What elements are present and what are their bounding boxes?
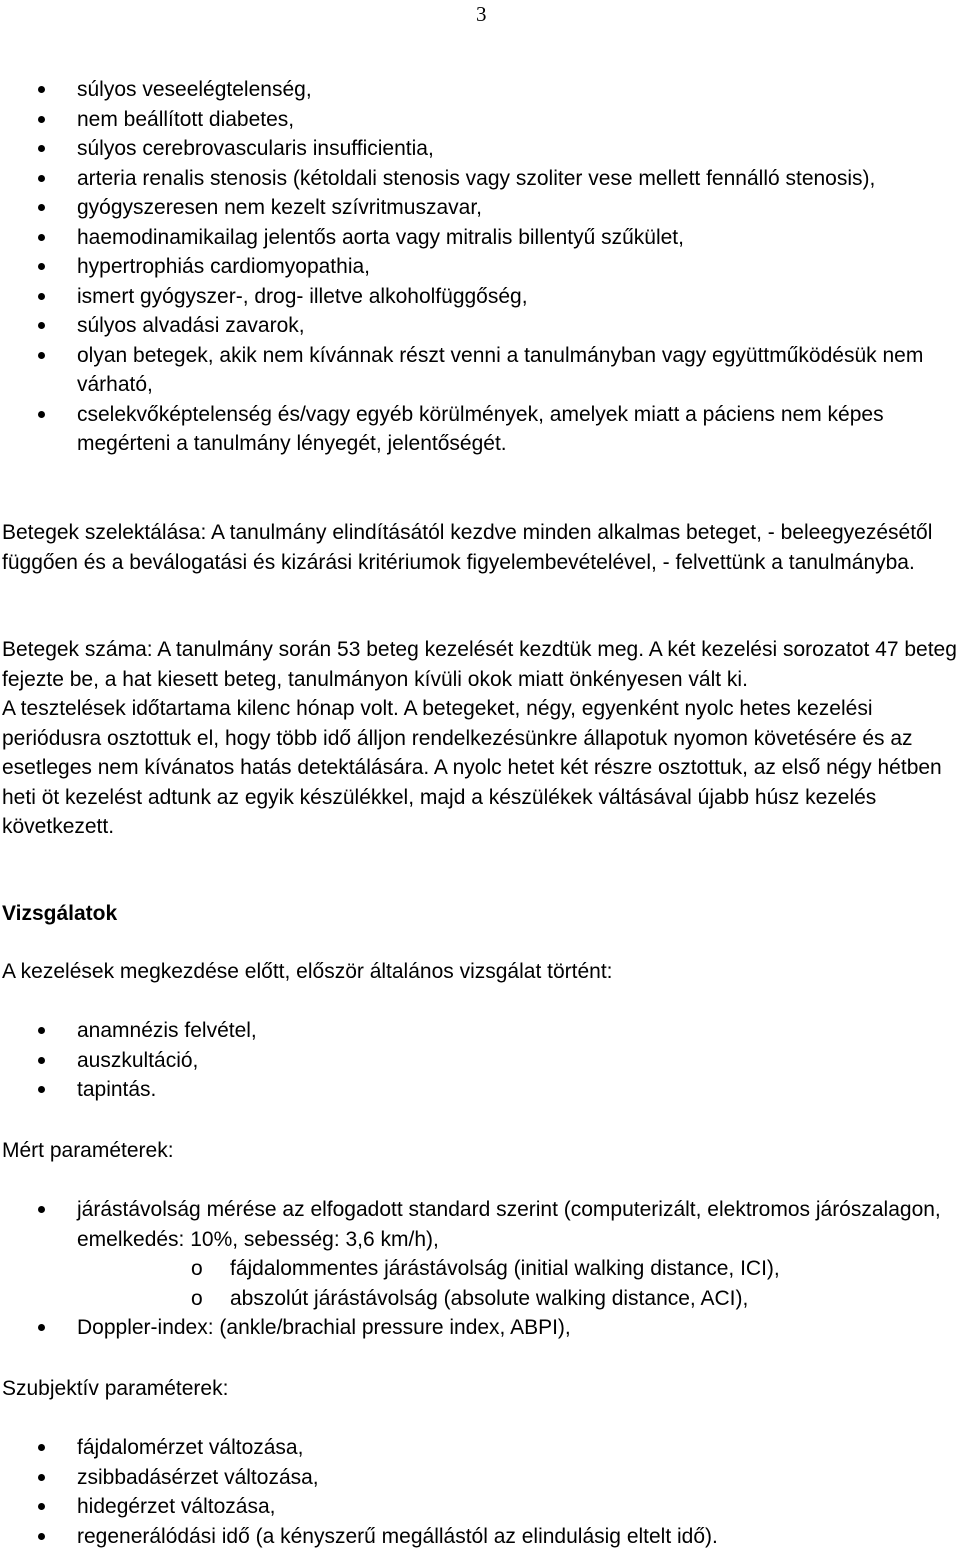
list-item: tapintás.: [0, 1075, 960, 1105]
circle-marker-icon: o: [191, 1257, 203, 1280]
list-item: anamnézis felvétel,: [0, 1016, 960, 1046]
sub-list-item: [77, 1284, 956, 1314]
list-item-text: járástávolság mérése az elfogadott standard szerint (computerizált, elektromos járószalagon, emelkedés: 10%, sebesség: 3,6 km/h),: [77, 1198, 941, 1251]
list-item: arteria renalis stenosis (kétoldali stenosis vagy szoliter vese mellett fennálló stenosis),: [0, 164, 960, 194]
list-item: regenerálódási idő (a kényszerű megállástól az elindulásig eltelt idő).: [0, 1522, 960, 1551]
list-item: ismert gyógyszer-, drog- illetve alkoholfüggőség,: [0, 282, 960, 312]
measured-parameters-list: [0, 1195, 960, 1343]
list-item: olyan betegek, akik nem kívánnak részt venni a tanulmányban vagy együttműködésük nem várható,: [0, 341, 960, 400]
circle-marker-icon: o: [191, 1286, 203, 1310]
section-heading-block: [0, 899, 960, 929]
sub-list-item: [77, 1254, 956, 1284]
patient-count-paragraph: Betegek száma: A tanulmány során 53 beteg kezelését kezdtük meg. A két kezelési sorozatot 47 beteg fejezte be, a hat kiesett beteg, tanulmányon kívüli okok miatt önkényesen vált ki.: [2, 638, 957, 691]
measured-parameters-label: Mért paraméterek:: [2, 1139, 174, 1162]
page-number: 3: [476, 2, 487, 26]
list-item: auszkultáció,: [0, 1046, 960, 1076]
subjective-list-block: [0, 1433, 960, 1551]
section-heading: Vizsgálatok: [2, 902, 118, 925]
measured-list-block: [0, 1195, 960, 1343]
list-item: nem beállított diabetes,: [0, 105, 960, 135]
list-item: cselekvőképtelenség és/vagy egyéb körülmények, amelyek miatt a páciens nem képes megérteni a tanulmány lényegét, jelentőségét.: [0, 400, 960, 459]
exclusion-criteria-list: [0, 75, 960, 459]
exam-list-block: [0, 1016, 960, 1105]
patient-selection-block: [0, 518, 960, 577]
sub-list: [77, 1254, 956, 1313]
patient-count-block: [0, 635, 960, 842]
list-item: hypertrophiás cardiomyopathia,: [0, 252, 960, 282]
sub-list-item-text: abszolút járástávolság (absolute walking distance, ACI),: [230, 1286, 749, 1310]
patient-selection-paragraph: Betegek szelektálása: A tanulmány elindításától kezdve minden alkalmas beteget, - beleegyezésétől függően és a beválogatási és kizárási kritériumok figyelembevételével, - felvettünk a tanulmányba.: [2, 521, 933, 574]
list-item: [0, 1195, 960, 1313]
subjective-parameters-label: Szubjektív paraméterek:: [2, 1377, 229, 1400]
list-item-text: Doppler-index: (ankle/brachial pressure index, ABPI),: [77, 1316, 571, 1339]
exam-intro-text: A kezelések megkezdése előtt, először általános vizsgálat történt:: [2, 960, 613, 983]
list-item: hidegérzet változása,: [0, 1492, 960, 1522]
exam-list: [0, 1016, 960, 1105]
subjective-label-block: [0, 1374, 960, 1404]
subjective-parameters-list: [0, 1433, 960, 1551]
list-item: haemodinamikailag jelentős aorta vagy mitralis billentyű szűkület,: [0, 223, 960, 253]
list-item: fájdalomérzet változása,: [0, 1433, 960, 1463]
sub-list-item-text: fájdalommentes járástávolság (initial walking distance, ICI),: [230, 1257, 780, 1280]
list-item: gyógyszeresen nem kezelt szívritmuszavar,: [0, 193, 960, 223]
list-item: zsibbadásérzet változása,: [0, 1463, 960, 1493]
list-item: súlyos cerebrovascularis insufficientia,: [0, 134, 960, 164]
exclusion-criteria-list-block: [0, 75, 960, 459]
test-duration-paragraph: A tesztelések időtartama kilenc hónap volt. A betegeket, négy, egyenként nyolc hetes kezelési periódusra osztottuk el, hogy több idő álljon rendelkezésünkre állapotuk nyomon követésére és az esetleges nem kívánatos hatás detektálására. A nyolc hetet két részre osztottuk, az első négy hétben heti öt kezelést adtunk az egyik készülékkel, majd a készülékek váltásával újabb húsz kezelés következett.: [2, 697, 942, 838]
list-item: súlyos alvadási zavarok,: [0, 311, 960, 341]
measured-label-block: [0, 1136, 960, 1166]
list-item: [0, 1313, 960, 1343]
list-item: súlyos veseelégtelenség,: [0, 75, 960, 105]
exam-intro-block: [0, 957, 960, 987]
